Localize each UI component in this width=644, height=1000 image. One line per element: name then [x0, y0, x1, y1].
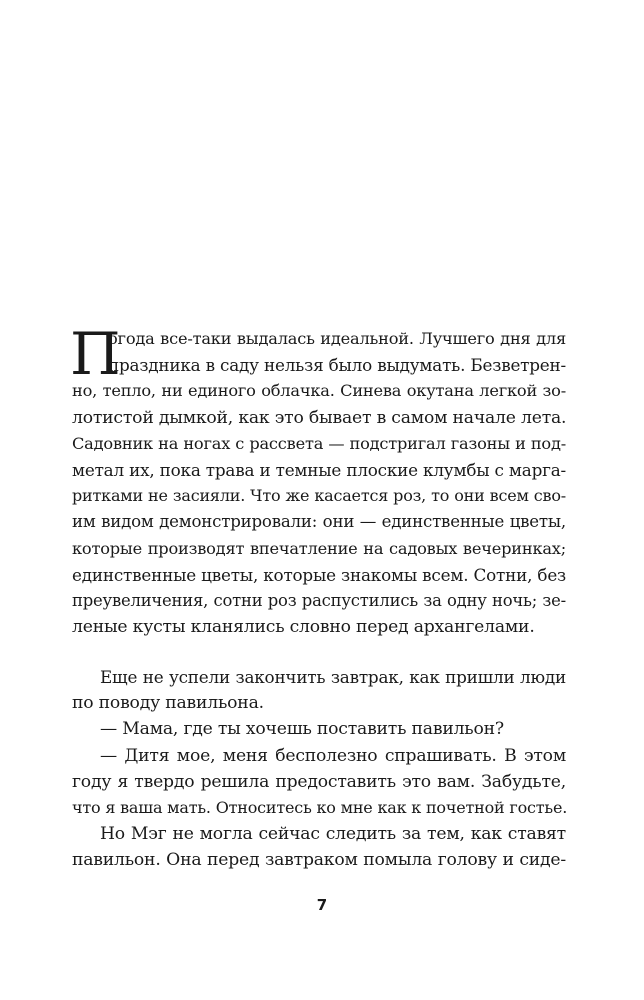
text-line: метал их, пока трава и темные плоские клумбы с марга- — [72, 459, 566, 480]
text-line: ритками не засияли. Что же касается роз, то они всем сво- — [72, 486, 566, 506]
text-line: единственные цветы, которые знакомы всем. Сотни, без — [72, 564, 566, 585]
page-number: 7 — [316, 896, 328, 914]
text-line: леные кусты кланялись словно перед архангелами. — [72, 617, 535, 638]
text-line: преувеличения, сотни роз распустились за одну ночь; зе- — [72, 590, 566, 610]
text-line: но, тепло, ни единого облачка. Синева окутана легкой зо- — [72, 381, 566, 401]
text-line: огода все-таки выдалась идеальной. Лучшего дня для — [108, 329, 566, 348]
text-line: по поводу павильона. — [72, 693, 264, 714]
text-line: что я ваша мать. Относитесь ко мне как к почетной гостье. — [72, 797, 568, 817]
text-line: им видом демонстрировали: они — единственные цветы, — [72, 512, 566, 532]
text-line: лотистой дымкой, как это бывает в самом начале лета. — [72, 407, 567, 428]
paragraph-opening — [70, 320, 567, 640]
text-line: праздника в саду нельзя было выдумать. Безветрен- — [108, 355, 566, 376]
text-line: павильон. Она перед завтраком помыла голову и сиде- — [72, 850, 566, 871]
text-line: которые производят впечатление на садовых вечеринках; — [72, 538, 566, 558]
drop-cap: П — [70, 320, 121, 388]
dialogue-line: — Мама, где ты хочешь поставить павильон? — [100, 719, 504, 740]
text-line: Но Мэг не могла сейчас следить за тем, как ставят — [100, 824, 566, 845]
text-line: Садовник на ногах с рассвета — подстригал газоны и под- — [72, 433, 566, 453]
text-line: году я твердо решила предоставить это вам. Забудьте, — [72, 771, 566, 792]
text-line: Еще не успели закончить завтрак, как пришли люди — [100, 667, 566, 687]
dialogue-line: — Дитя мое, меня бесполезно спрашивать. В этом — [100, 745, 566, 766]
paragraph-second — [72, 664, 566, 874]
